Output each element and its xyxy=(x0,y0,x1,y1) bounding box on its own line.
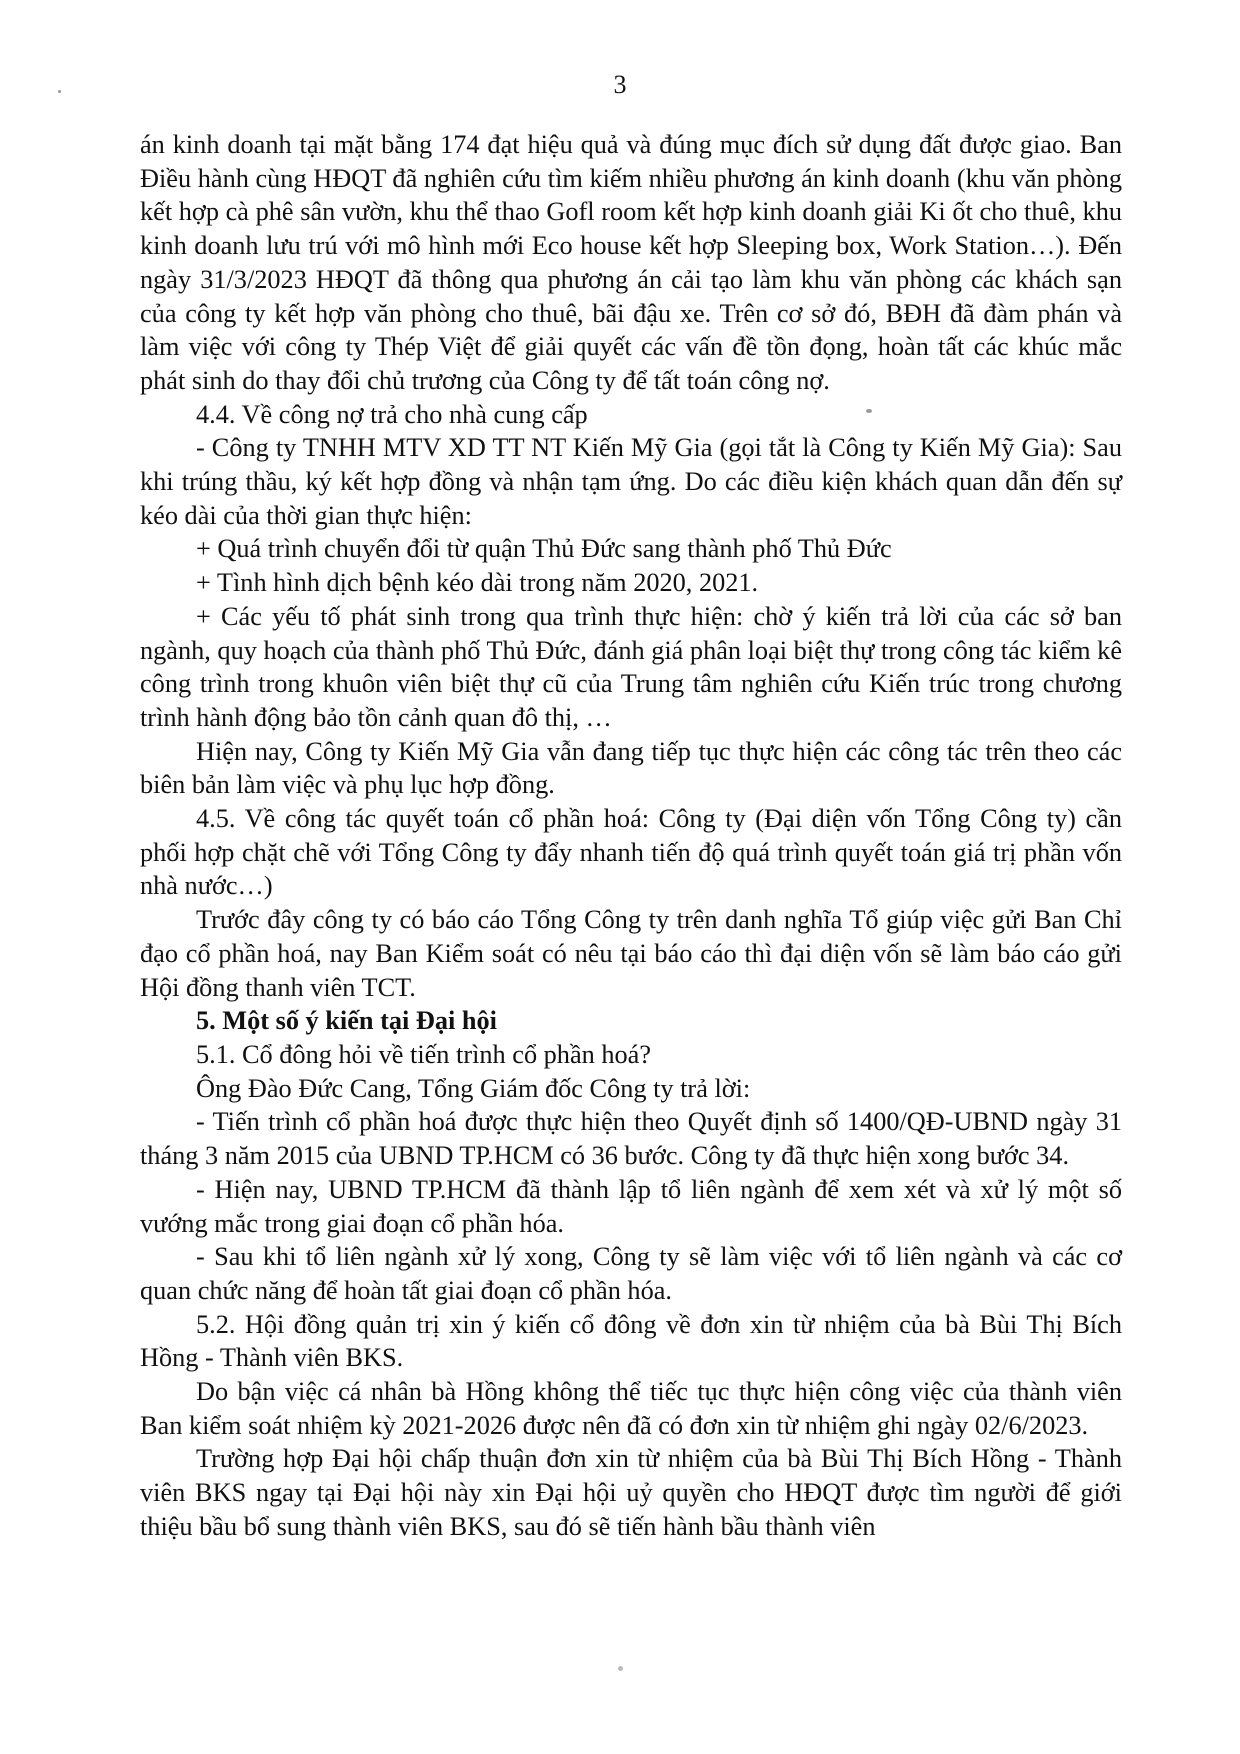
paragraph: Ông Đào Đức Cang, Tổng Giám đốc Công ty trả lời: xyxy=(196,1073,751,1103)
paragraph: Do bận việc cá nhân bà Hồng không thể tiếc tục thực hiện công việc của thành viên Ban kiểm soát nhiệm kỳ 2021-2026 được nên đã có đơn xin từ nhiệm ghi ngày 02/6/2023. xyxy=(140,1377,1122,1440)
section-heading-5: 5. Một số ý kiến tại Đại hội xyxy=(196,1006,497,1036)
section-heading-5-1: 5.1. Cổ đông hỏi về tiến trình cổ phần hoá? xyxy=(196,1039,651,1069)
document-body xyxy=(140,128,1122,1544)
section-heading-4-4: 4.4. Về công nợ trả cho nhà cung cấp xyxy=(196,399,588,429)
list-item: - Tiến trình cổ phần hoá được thực hiện theo Quyết định số 1400/QĐ-UBND ngày 31 tháng 3 năm 2015 của UBND TP.HCM có 36 bước. Công ty đã thực hiện xong bước 34. xyxy=(140,1107,1122,1171)
section-heading-5-2: 5.2. Hội đồng quản trị xin ý kiến cổ đông về đơn xin từ nhiệm của bà Bùi Thị Bích Hồng - Thành viên BKS. xyxy=(140,1309,1122,1373)
paragraph: Trường hợp Đại hội chấp thuận đơn xin từ nhiệm của bà Bùi Thị Bích Hồng - Thành viên BKS ngay tại Đại hội này xin Đại hội uỷ quyền cho HĐQT được tìm người để giới thiệu bầu bổ sung thành viên BKS, sau đó sẽ tiến hành bầu thành viên xyxy=(140,1444,1122,1541)
section-heading-4-5: 4.5. Về công tác quyết toán cổ phần hoá: Công ty (Đại diện vốn Tổng Công ty) cần phối hợp chặt chẽ với Tổng Công ty đẩy nhanh tiến độ quá trình quyết toán giá trị phần vốn nhà nước…) xyxy=(140,804,1122,901)
paragraph: - Công ty TNHH MTV XD TT NT Kiến Mỹ Gia (gọi tắt là Công ty Kiến Mỹ Gia): Sau khi trúng thầu, ký kết hợp đồng và nhận tạm ứng. Do các điều kiện khách quan dẫn đến sự kéo dài của thời gian thực hiện: xyxy=(140,433,1122,530)
list-item: - Sau khi tổ liên ngành xử lý xong, Công ty sẽ làm việc với tổ liên ngành và các cơ quan chức năng để hoàn tất giai đoạn cổ phần hóa. xyxy=(140,1242,1122,1305)
page-number: 3 xyxy=(613,70,627,99)
paragraph: án kinh doanh tại mặt bằng 174 đạt hiệu quả và đúng mục đích sử dụng đất được giao. Ban Điều hành cùng HĐQT đã nghiên cứu tìm kiếm nhiều phương án kinh doanh (khu văn phòng kết hợp cà phê sân vườn, khu thể thao Gofl room kết hợp kinh doanh giải Ki ốt cho thuê, khu kinh doanh lưu trú với mô hình mới Eco house kết hợp Sleeping box, Work Station…). Đến ngày 31/3/2023 HĐQT đã thông qua phương án cải tạo làm khu văn phòng các khách sạn của công ty kết hợp văn phòng cho thuê, bãi đậu xe. Trên cơ sở đó, BĐH đã đàm phán và làm việc với công ty Thép Việt để giải quyết các vấn đề tồn đọng, hoàn tất các khúc mắc phát sinh do thay đổi chủ trương của Công ty để tất toán công nợ. xyxy=(140,130,1122,395)
list-item: - Hiện nay, UBND TP.HCM đã thành lập tổ liên ngành để xem xét và xử lý một số vướng mắc trong giai đoạn cổ phần hóa. xyxy=(140,1174,1122,1238)
list-item: + Tình hình dịch bệnh kéo dài trong năm 2020, 2021. xyxy=(196,568,759,598)
paragraph: Trước đây công ty có báo cáo Tổng Công ty trên danh nghĩa Tổ giúp việc gửi Ban Chỉ đạo cổ phần hoá, nay Ban Kiểm soát có nêu tại báo cáo thì đại diện vốn sẽ làm báo cáo gửi Hội đồng thanh viên TCT. xyxy=(140,905,1122,1002)
paragraph: Hiện nay, Công ty Kiến Mỹ Gia vẫn đang tiếp tục thực hiện các công tác trên theo các biên bản làm việc và phụ lục hợp đồng. xyxy=(140,736,1122,800)
list-item: + Quá trình chuyển đổi từ quận Thủ Đức sang thành phố Thủ Đức xyxy=(196,534,892,564)
scan-speck xyxy=(618,1666,623,1671)
scan-speck xyxy=(866,409,872,413)
list-item: + Các yếu tố phát sinh trong qua trình thực hiện: chờ ý kiến trả lời của các sở ban ngành, quy hoạch của thành phố Thủ Đức, đánh giá phân loại biệt thự trong công tác kiểm kê công trình trong khuôn viên biệt thự cũ của Trung tâm nghiên cứu Kiến trúc trong chương trình hành động bảo tồn cảnh quan đô thị, … xyxy=(140,601,1122,732)
scan-speck xyxy=(58,90,61,93)
